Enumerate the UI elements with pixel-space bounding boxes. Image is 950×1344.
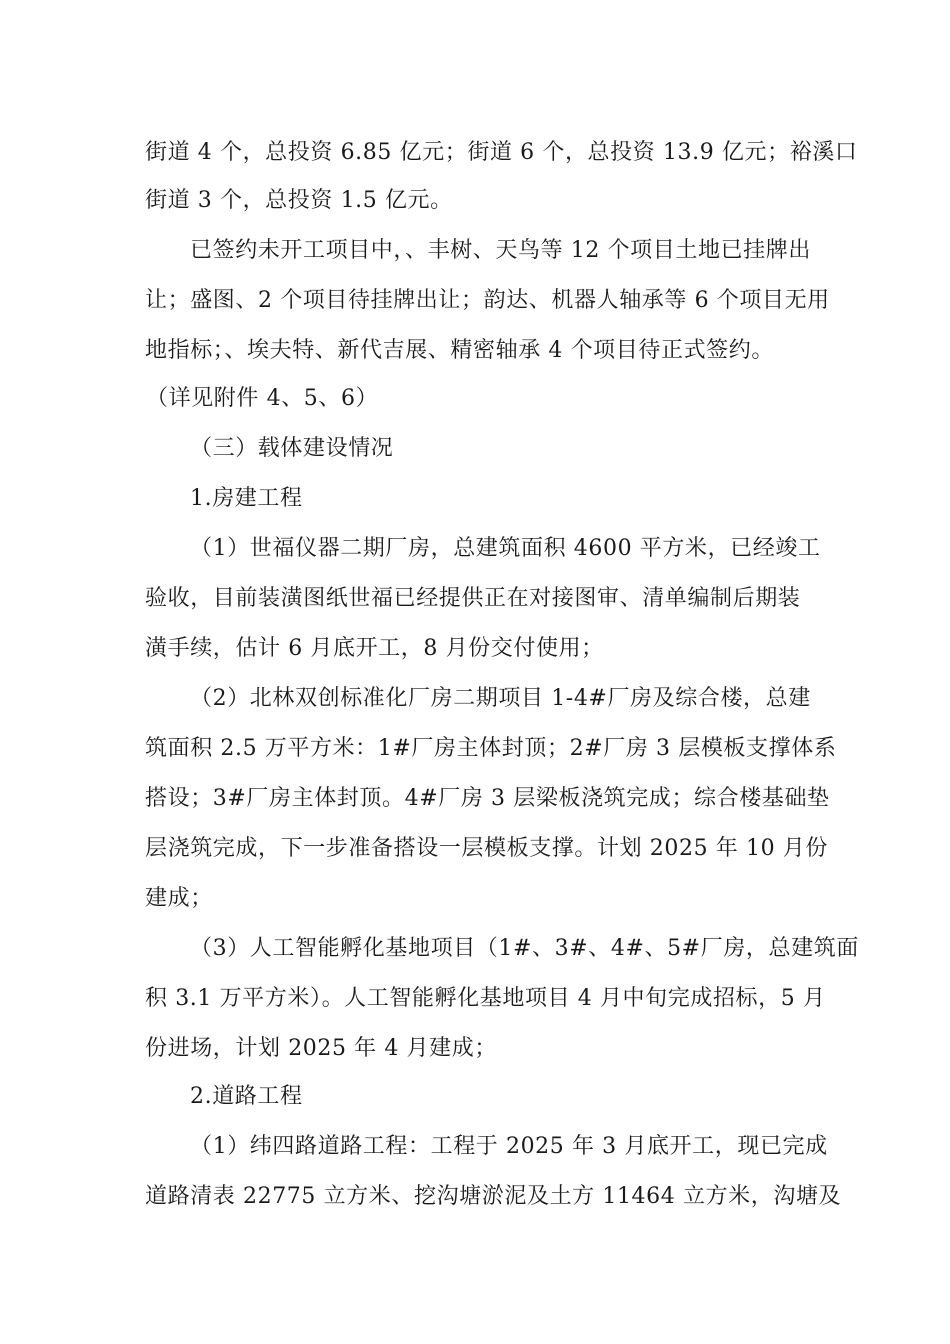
body-text-line: 建成； — [145, 886, 213, 911]
body-text-line: 积 3.1 万平方米）。人工智能孵化基地项目 4 月中旬完成招标，5 月 — [145, 986, 826, 1011]
body-text-line: 份进场，计划 2025 年 4 月建成； — [145, 1036, 497, 1061]
body-text-line: 搭设；3#厂房主体封顶。4#厂房 3 层梁板浇筑完成；综合楼基础垫 — [145, 786, 830, 811]
body-text-line: 道路清表 22775 立方米、挖沟塘淤泥及土方 11464 立方米，沟塘及 — [145, 1184, 842, 1209]
body-text-line: （2）北林双创标准化厂房二期项目 1-4#厂房及综合楼，总建 — [190, 686, 811, 711]
subsection-heading: 1.房建工程 — [190, 486, 303, 511]
body-text-line: （3）人工智能孵化基地项目（1#、3#、4#、5#厂房，总建筑面 — [190, 936, 859, 961]
body-text-line: 街道 4 个，总投资 6.85 亿元；街道 6 个，总投资 13.9 亿元；裕溪口 — [145, 140, 858, 165]
body-text-line: 地指标；、埃夫特、新代吉展、精密轴承 4 个项目待正式签约。 — [145, 338, 774, 363]
body-text-line: 层浇筑完成，下一步准备搭设一层模板支撑。计划 2025 年 10 月份 — [145, 836, 828, 861]
body-text-line: 让；盛图、2 个项目待挂牌出让；韵达、机器人轴承等 6 个项目无用 — [145, 288, 830, 313]
body-text-line: 筑面积 2.5 万平方米：1#厂房主体封顶；2#厂房 3 层模板支撑体系 — [145, 736, 837, 761]
body-text-line: （1）纬四路道路工程：工程于 2025 年 3 月底开工，现已完成 — [190, 1134, 828, 1159]
body-text-line: （1）世福仪器二期厂房，总建筑面积 4600 平方米，已经竣工 — [190, 536, 821, 561]
subsection-heading: 2.道路工程 — [190, 1084, 303, 1109]
body-text-line: 潢手续，估计 6 月底开工，8 月份交付使用； — [145, 636, 604, 661]
body-text-line: 街道 3 个，总投资 1.5 亿元。 — [145, 188, 453, 213]
section-heading: （三）载体建设情况 — [190, 436, 394, 461]
body-text-line: 验收，目前装潢图纸世福已经提供正在对接图审、清单编制后期装 — [145, 586, 801, 611]
body-text-line: （详见附件 4、5、6） — [146, 386, 379, 411]
body-text-line: 已签约未开工项目中，、丰树、天鸟等 12 个项目土地已挂牌出 — [190, 238, 811, 263]
